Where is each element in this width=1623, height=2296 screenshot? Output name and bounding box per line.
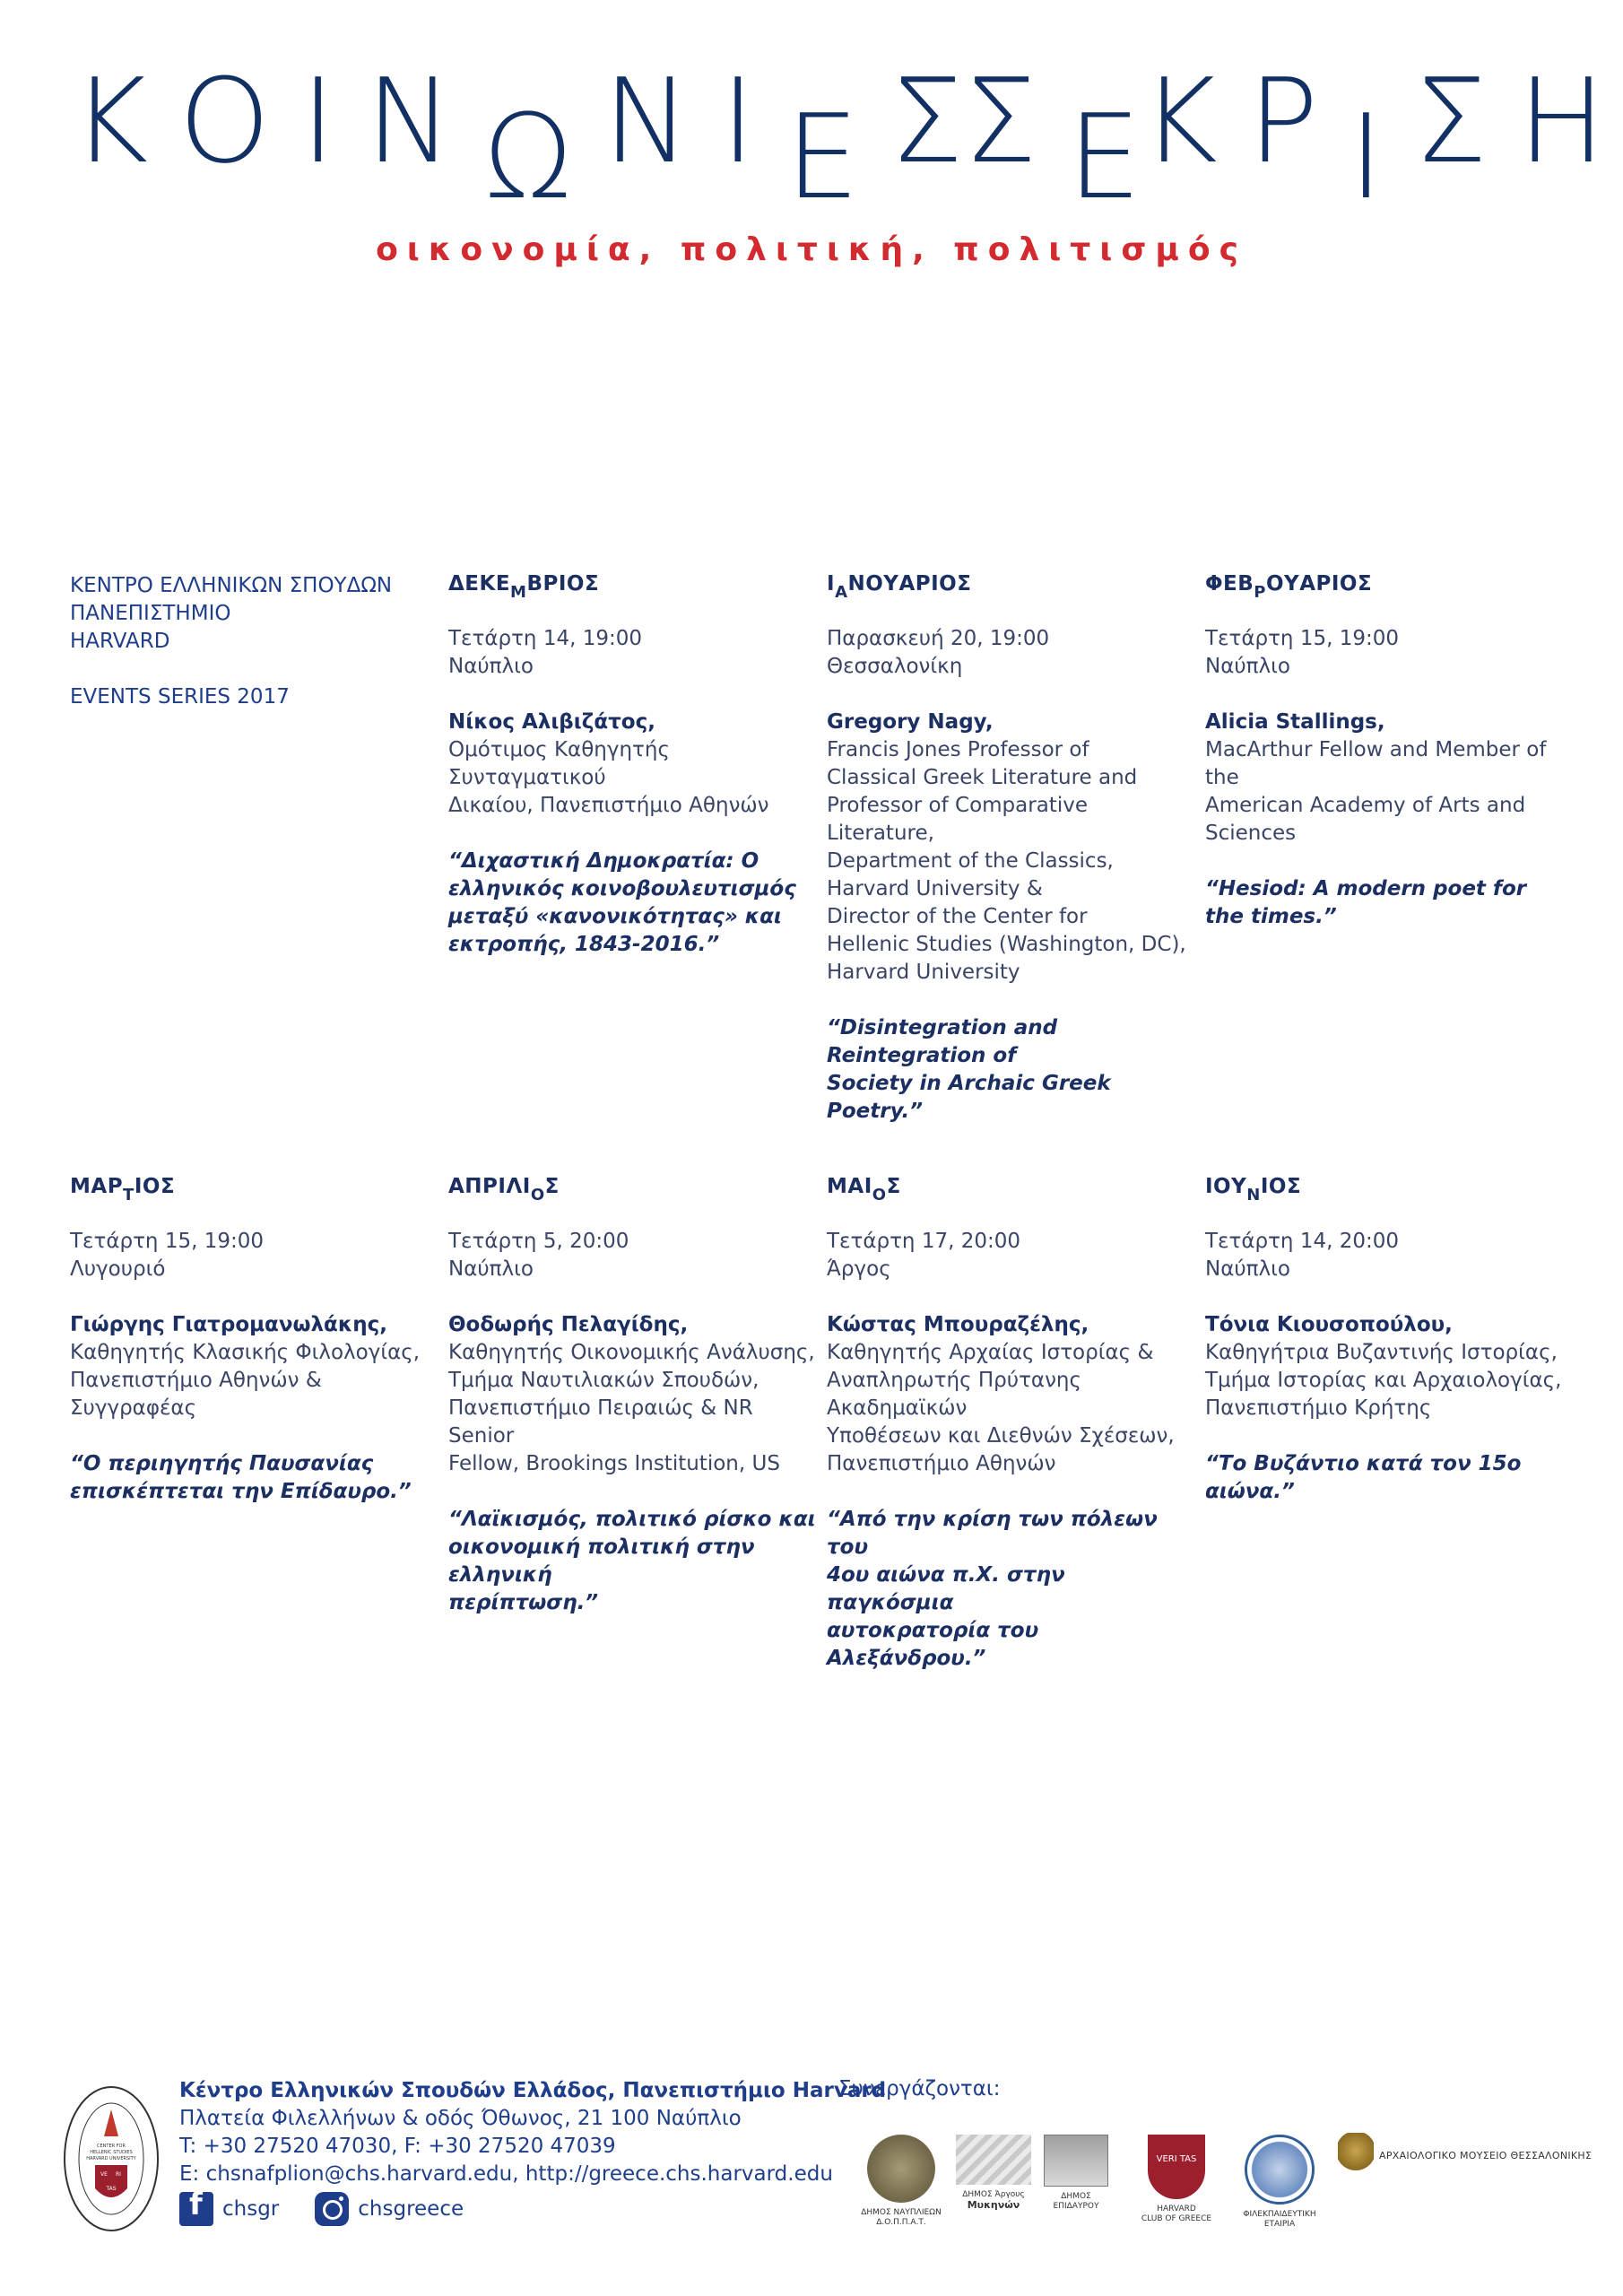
month-part: Ο: [872, 1186, 887, 1205]
month-part: Ι: [827, 572, 836, 596]
event-entry: [827, 570, 1194, 1126]
organizer-line: ΠΑΝΕΠΙΣΤΗΜΙΟ: [70, 602, 231, 625]
partner-text: ΑΡΧΑΙΟΛΟΓΙΚΟ ΜΟΥΣΕΙΟ ΘΕΣΣΑΛΟΝΙΚΗΣ: [1379, 2149, 1593, 2161]
month-part: Ν: [1246, 1186, 1261, 1205]
month-part: ΦΕΒ: [1205, 572, 1254, 596]
filekpaideftiki-logo: [1245, 2135, 1315, 2205]
event-talk-title: [1205, 1450, 1573, 1506]
event-entry: [827, 1173, 1194, 1673]
event-when-line: Τετάρτη 5, 20:00: [448, 1230, 629, 1253]
partner-filekpaideftiki: [1230, 2135, 1329, 2230]
footer-email[interactable]: E: chsnafplion@chs.harvard.edu, http://greece.chs.harvard.edu: [179, 2162, 833, 2186]
talk-line: “Disintegration and Reintegration of: [827, 1016, 1058, 1067]
event-datetime: [448, 1228, 816, 1283]
event-speaker: Γιώργης Γιατρομανωλάκης,: [70, 1313, 387, 1336]
partner-text: ΕΤΑΙΡΙΑ: [1263, 2220, 1296, 2229]
affiliation-line: Τμήμα Ναυτιλιακών Σπουδών,: [448, 1369, 759, 1392]
partner-epidavros: [1040, 2135, 1112, 2212]
footer-org-name: Κέντρο Ελληνικών Σπουδών Ελλάδος, Πανεπιστήμιο Harvard: [179, 2079, 887, 2102]
seal-shield-text: RI: [116, 2171, 121, 2178]
talk-line: εκτροπής, 1843-2016.”: [448, 933, 720, 956]
affiliation-line: MacArthur Fellow and Member of the: [1205, 738, 1547, 789]
event-when-line: Τετάρτη 15, 19:00: [1205, 627, 1399, 650]
event-entry: [448, 570, 816, 959]
talk-line: “Από την κρίση των πόλεων του: [827, 1508, 1158, 1559]
organizer-block: [70, 572, 429, 711]
event-affiliation: [448, 1339, 816, 1478]
instagram-handle[interactable]: chsgreece: [358, 2196, 464, 2221]
event-month: [448, 1173, 816, 1205]
event-when-line: Ναύπλιο: [448, 1257, 534, 1281]
affiliation-line: Hellenic Studies (Washington, DC),: [827, 933, 1186, 956]
month-part: ΑΠΡΙΛΙ: [448, 1175, 531, 1198]
event-when-line: Τετάρτη 17, 20:00: [827, 1230, 1020, 1253]
event-entry: [448, 1173, 816, 1617]
talk-line: περίπτωση.”: [448, 1591, 599, 1614]
seal-shield-text: VE: [100, 2171, 108, 2178]
event-speaker: Νίκος Αλιβιζάτος,: [448, 710, 655, 734]
facebook-icon[interactable]: [179, 2192, 213, 2226]
affiliation-line: Director of the Center for: [827, 905, 1088, 928]
social-links: [179, 2192, 886, 2226]
month-part: ΙΟΣ: [1260, 1175, 1302, 1198]
event-month: [448, 570, 816, 602]
affiliation-line: Δικαίου, Πανεπιστήμιο Αθηνών: [448, 794, 769, 817]
event-datetime: [448, 625, 816, 681]
event-entry: [1205, 1173, 1573, 1506]
partner-text: HARVARD: [1157, 2205, 1196, 2213]
affiliation-line: Αναπληρωτής Πρύτανης Ακαδημαϊκών: [827, 1369, 1082, 1420]
organizer-line: ΚΕΝΤΡΟ ΕΛΛΗΝΙΚΩΝ ΣΠΟΥΔΩΝ: [70, 574, 393, 597]
contact-block: [179, 2077, 886, 2226]
event-talk-title: [827, 1014, 1194, 1126]
facebook-handle[interactable]: chsgr: [222, 2196, 280, 2221]
title-letter: Σ: [1413, 53, 1488, 189]
event-month: [827, 1173, 1194, 1205]
month-part: ΙΟΣ: [134, 1175, 176, 1198]
title-word: [963, 53, 1141, 225]
event-when-line: Παρασκευή 20, 19:00: [827, 627, 1050, 650]
talk-line: “Το Βυζάντιο κατά τον 15ο αιώνα.”: [1205, 1452, 1522, 1503]
title-letter: Ε: [785, 89, 860, 225]
title-letter: Ε: [1067, 89, 1141, 225]
month-part: ΜΑΡ: [70, 1175, 124, 1198]
event-affiliation: [1205, 736, 1573, 848]
seal-text: HARVARD UNIVERSITY: [86, 2156, 136, 2161]
instagram-icon[interactable]: [315, 2192, 349, 2226]
seal-text: CENTER FOR: [97, 2144, 126, 2149]
title-letter: Σ: [890, 53, 964, 189]
series-label: EVENTS SERIES 2017: [70, 685, 290, 709]
month-part: Μ: [510, 583, 527, 602]
title-word: [72, 53, 964, 225]
event-speaker: Κώστας Μπουραζέλης,: [827, 1313, 1089, 1336]
title-letter: Ρ: [1247, 53, 1319, 189]
talk-line: οικονομική πολιτική στην ελληνική: [448, 1535, 755, 1587]
talk-line: “Λαϊκισμός, πολιτικό ρίσκο και: [448, 1508, 816, 1531]
affiliation-line: Harvard University &: [827, 877, 1043, 900]
title-letter: Ι: [300, 53, 335, 189]
event-affiliation: [70, 1339, 438, 1422]
event-talk-title: [70, 1450, 438, 1506]
museum-logo: [1338, 2133, 1374, 2178]
title-letter: Κ: [72, 53, 149, 189]
title-word: [1141, 53, 1606, 225]
month-part: Ο: [530, 1186, 545, 1205]
event-month: [827, 570, 1194, 602]
argos-logo: [956, 2135, 1031, 2185]
talk-line: the times.”: [1205, 905, 1337, 928]
event-datetime: [827, 1228, 1194, 1283]
partner-text: Δ.Ο.Π.Π.Α.Τ.: [876, 2218, 926, 2227]
affiliation-line: Καθηγήτρια Βυζαντινής Ιστορίας,: [1205, 1341, 1558, 1364]
event-month: [70, 1173, 438, 1205]
epidavros-logo: [1044, 2135, 1108, 2187]
partner-archaeological-museum: [1338, 2133, 1607, 2178]
talk-line: Society in Archaic Greek Poetry.”: [827, 1072, 1111, 1123]
event-when-line: Ναύπλιο: [1205, 655, 1290, 678]
event-affiliation: [1205, 1339, 1573, 1422]
affiliation-line: Fellow, Brookings Institution, US: [448, 1452, 780, 1475]
partner-text: ΕΠΙΔΑΥΡΟΥ: [1053, 2202, 1099, 2211]
talk-line: “Διχαστική Δημοκρατία: Ο: [448, 849, 759, 873]
seal-shield-text: TAS: [106, 2186, 117, 2192]
month-part: Σ: [544, 1175, 560, 1198]
event-speaker: Τόνια Κιουσοπούλου,: [1205, 1313, 1453, 1336]
harvard-shield-logo: [1148, 2135, 1205, 2199]
event-affiliation: [827, 1339, 1194, 1478]
event-month: [1205, 1173, 1573, 1205]
title-letter: Ο: [178, 53, 271, 189]
affiliation-line: Καθηγητής Αρχαίας Ιστορίας &: [827, 1341, 1154, 1364]
footer-address: Πλατεία Φιλελλήνων & οδός Όθωνος, 21 100 Ναύπλιο: [179, 2107, 742, 2130]
poster-subtitle: οικονομία, πολιτική, πολιτισμός: [376, 231, 1247, 268]
event-speaker: Gregory Nagy,: [827, 710, 994, 734]
talk-line: αυτοκρατορία του Αλεξάνδρου.”: [827, 1619, 1039, 1670]
partner-text: ΔΗΜΟΣ: [1061, 2192, 1091, 2201]
affiliation-line: Καθηγητής Κλασικής Φιλολογίας,: [70, 1341, 421, 1364]
partner-text: CLUB OF GREECE: [1141, 2214, 1212, 2223]
poster-title: [72, 53, 1606, 225]
affiliation-line: Καθηγητής Οικονομικής Ανάλυσης,: [448, 1341, 815, 1364]
title-letter: Ν: [603, 53, 690, 189]
organizer-line: HARVARD: [70, 630, 170, 653]
partner-text: ΦΙΛΕΚΠΑΙΔΕΥΤΙΚΗ: [1243, 2210, 1316, 2219]
event-month: [1205, 570, 1573, 602]
footer-phone: T: +30 27520 47030, F: +30 27520 47039: [179, 2135, 616, 2158]
affiliation-line: Sciences: [1205, 822, 1297, 845]
event-talk-title: [448, 848, 816, 959]
partners-label: Συνεργάζονται:: [838, 2077, 1001, 2100]
partner-text: ΔΗΜΟΣ ΝΑΥΠΛΙΕΩΝ: [861, 2208, 942, 2217]
affiliation-line: Τμήμα Ιστορίας και Αρχαιολογίας,: [1205, 1369, 1562, 1392]
event-when-line: Τετάρτη 14, 20:00: [1205, 1230, 1399, 1253]
affiliation-line: Ομότιμος Καθηγητής Συνταγματικού: [448, 738, 670, 789]
affiliation-line: Υποθέσεων και Διεθνών Σχέσεων,: [827, 1424, 1175, 1448]
chs-seal-logo: [61, 2083, 161, 2235]
title-letter: Σ: [963, 53, 1037, 189]
partner-text: Μυκηνών: [967, 2199, 1020, 2211]
event-datetime: [1205, 625, 1573, 681]
event-talk-title: [827, 1506, 1194, 1673]
event-when-line: Άργος: [827, 1257, 891, 1281]
affiliation-line: Πανεπιστήμιο Αθηνών & Συγγραφέας: [70, 1369, 322, 1420]
month-part: ΙΟΥ: [1205, 1175, 1247, 1198]
talk-line: “Ο περιηγητής Παυσανίας: [70, 1452, 374, 1475]
event-when-line: Λυγουριό: [70, 1257, 166, 1281]
event-when-line: Ναύπλιο: [1205, 1257, 1290, 1281]
event-datetime: [1205, 1228, 1573, 1283]
partner-nafplio: [852, 2135, 950, 2228]
event-talk-title: [1205, 875, 1573, 931]
seal-text: HELLENIC STUDIES: [90, 2150, 133, 2155]
event-when-line: Τετάρτη 14, 19:00: [448, 627, 642, 650]
event-affiliation: [827, 736, 1194, 987]
title-letter: Ι: [720, 53, 756, 189]
title-letter: Κ: [1141, 53, 1218, 189]
event-entry: [1205, 570, 1573, 931]
talk-line: 4ου αιώνα π.Χ. στην παγκόσμια: [827, 1563, 1065, 1614]
talk-line: επισκέπτεται την Επίδαυρο.”: [70, 1480, 412, 1503]
event-datetime: [70, 1228, 438, 1283]
talk-line: “Hesiod: A modern poet for: [1205, 877, 1527, 900]
event-when-line: Τετάρτη 15, 19:00: [70, 1230, 264, 1253]
affiliation-line: American Academy of Arts and: [1205, 794, 1526, 817]
month-part: Α: [835, 583, 848, 602]
event-speaker: Θοδωρής Πελαγίδης,: [448, 1313, 689, 1336]
nafplio-logo: [867, 2135, 935, 2203]
affiliation-line: Department of the Classics,: [827, 849, 1114, 873]
event-talk-title: [448, 1506, 816, 1617]
footer: [0, 2063, 1623, 2296]
affiliation-line: Francis Jones Professor of: [827, 738, 1089, 761]
affiliation-line: Classical Greek Literature and: [827, 766, 1138, 789]
event-when-line: Θεσσαλονίκη: [827, 655, 963, 678]
affiliation-line: Πανεπιστήμιο Αθηνών: [827, 1452, 1056, 1475]
title-letter: Ι: [1349, 89, 1384, 225]
title-letter: Ν: [365, 53, 454, 189]
affiliation-line: Πανεπιστήμιο Πειραιώς & NR Senior: [448, 1396, 753, 1448]
month-part: ΟΥΑΡΙΟΣ: [1266, 572, 1373, 596]
affiliation-line: Harvard University: [827, 961, 1020, 984]
event-speaker: Alicia Stallings,: [1205, 710, 1385, 734]
month-part: ΝΟΥΑΡΙΟΣ: [847, 572, 972, 596]
event-when-line: Ναύπλιο: [448, 655, 534, 678]
event-entry: [70, 1173, 438, 1506]
event-affiliation: [448, 736, 816, 820]
partner-text: ΔΗΜΟΣ Άργους: [962, 2190, 1025, 2199]
month-part: ΜΑΙ: [827, 1175, 872, 1198]
partner-harvard-club: [1132, 2135, 1221, 2224]
partner-argos: [949, 2135, 1038, 2210]
month-part: Τ: [123, 1186, 135, 1205]
affiliation-line: Πανεπιστήμιο Κρήτης: [1205, 1396, 1432, 1420]
title-letter: Η: [1517, 53, 1606, 189]
month-part: ΔΕΚΕ: [448, 572, 511, 596]
event-datetime: [827, 625, 1194, 681]
month-part: Ρ: [1254, 583, 1266, 602]
month-part: Σ: [886, 1175, 901, 1198]
month-part: ΒΡΙΟΣ: [526, 572, 600, 596]
title-letter: Ω: [483, 89, 573, 225]
talk-line: ελληνικός κοινοβουλευτισμός: [448, 877, 796, 900]
talk-line: μεταξύ «κανονικότητας» και: [448, 905, 782, 928]
affiliation-line: Professor of Comparative Literature,: [827, 794, 1088, 845]
